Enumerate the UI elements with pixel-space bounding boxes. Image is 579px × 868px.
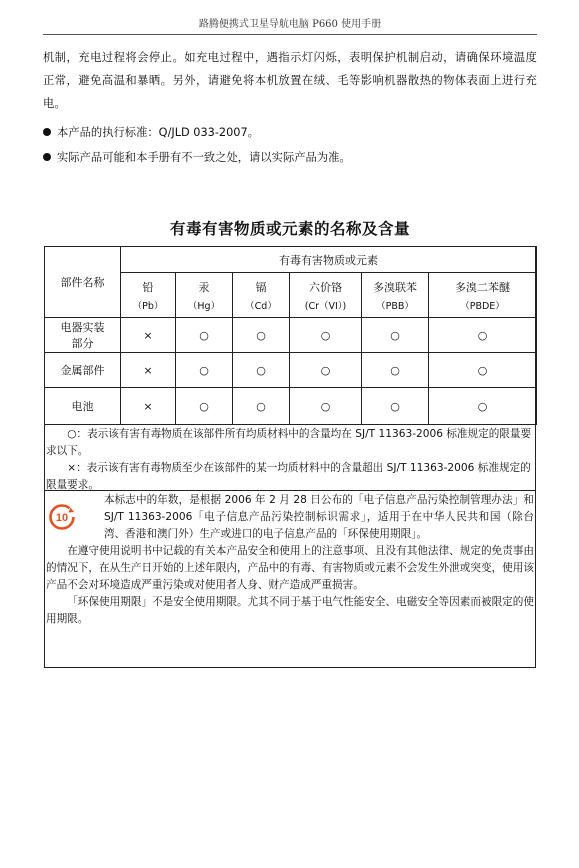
substance-header: 镉 （Cd） bbox=[233, 273, 290, 318]
body-paragraph: 机制，充电过程将会停止。如充电过程中，遇指示灯闪烁，表明保护机制启动，请确保环境温度正常，避免高温和暴晒。另外，请避免将本机放置在绒、毛等影响机器散热的物体表面上进行充电。 bbox=[43, 51, 537, 110]
note-circle: ○：表示该有害有毒物质在该部件所有均质材料中的含量均在 SJ/T 11363-2006 标准规定的限量要求以下。 bbox=[46, 428, 532, 457]
bullet-disclaimer bbox=[43, 150, 537, 166]
substance-header: 铅 （Pb） bbox=[121, 273, 176, 318]
bullet-text: 实际产品可能和本手册有不一致之处，请以实际产品为准。 bbox=[57, 151, 351, 164]
table-title: 有毒有害物质或元素的名称及含量 bbox=[169, 220, 410, 238]
value-cell: ○ bbox=[362, 388, 429, 425]
bullet-dot-icon bbox=[43, 153, 51, 161]
value-cell: × bbox=[121, 353, 176, 388]
value-cell: × bbox=[121, 388, 176, 425]
eco-declaration bbox=[46, 492, 534, 628]
part-name-header: 部件名称 bbox=[45, 247, 121, 318]
value-cell: ○ bbox=[429, 353, 537, 388]
bullet-standard bbox=[43, 125, 537, 141]
substance-header: 六价铬 (Cr（VI）) bbox=[290, 273, 362, 318]
value-cell: ○ bbox=[429, 388, 537, 425]
hazardous-substance-table bbox=[44, 246, 537, 425]
value-cell: ○ bbox=[176, 318, 233, 353]
table-row bbox=[45, 318, 537, 353]
value-cell: ○ bbox=[362, 353, 429, 388]
part-name-cell: 电器实装 部分 bbox=[45, 318, 121, 353]
table-notes bbox=[46, 426, 534, 494]
page-header: 路腾便携式卫星导航电脑 P660 使用手册 bbox=[43, 16, 537, 35]
note-cross: ×：表示该有害有毒物质至少在该部件的某一均质材料中的含量超出 SJ/T 11363-2006 标准规定的限量要求。 bbox=[46, 462, 531, 491]
bullet-dot-icon bbox=[43, 128, 51, 136]
table-row bbox=[45, 388, 537, 425]
value-cell: ○ bbox=[233, 353, 290, 388]
table-row bbox=[45, 353, 537, 388]
declaration-paragraph: 在遵守使用说明书中记载的有关本产品安全和使用上的注意事项、且没有其他法律、规定的免责事由的情况下，在从生产日开始的上述年限内，产品中的有毒、有害物质或元素不会发生外泄或突变，使用该产品不会对环境造成严重污染或对使用者人身、财产造成严重损害。 bbox=[46, 545, 534, 591]
value-cell: ○ bbox=[429, 318, 537, 353]
section-divider bbox=[44, 490, 536, 491]
value-cell: ○ bbox=[362, 318, 429, 353]
substance-group-header: 有毒有害物质或元素 bbox=[121, 247, 537, 273]
value-cell: ○ bbox=[290, 353, 362, 388]
value-cell: ○ bbox=[233, 318, 290, 353]
part-name-cell: 金属部件 bbox=[45, 353, 121, 388]
substance-header: 多溴二苯醚 （PBDE） bbox=[429, 273, 537, 318]
part-name-cell: 电池 bbox=[45, 388, 121, 425]
value-cell: ○ bbox=[176, 353, 233, 388]
value-cell: × bbox=[121, 318, 176, 353]
substance-header: 多溴联苯 （PBB） bbox=[362, 273, 429, 318]
declaration-paragraph: 「环保使用期限」不是安全使用期限。尤其不同于基于电气性能安全、电磁安全等因素而被限定的使用期限。 bbox=[46, 596, 534, 625]
value-cell: ○ bbox=[290, 388, 362, 425]
value-cell: ○ bbox=[233, 388, 290, 425]
logo-number: 10 bbox=[55, 512, 69, 525]
declaration-paragraph: 本标志中的年数，是根据 2006 年 2 月 28 日公布的「电子信息产品污染控制管理办法」和 SJ/T 11363-2006「电子信息产品污染控制标识需求」，适用于在中华人民共和国（除台湾、香港和澳门外）生产或进口的电子信息产品的「环保使用期限」。 bbox=[104, 494, 534, 540]
substance-header: 汞 （Hg） bbox=[176, 273, 233, 318]
value-cell: ○ bbox=[290, 318, 362, 353]
bullet-text: 本产品的执行标准：Q/JLD 033-2007。 bbox=[57, 126, 259, 139]
value-cell: ○ bbox=[176, 388, 233, 425]
